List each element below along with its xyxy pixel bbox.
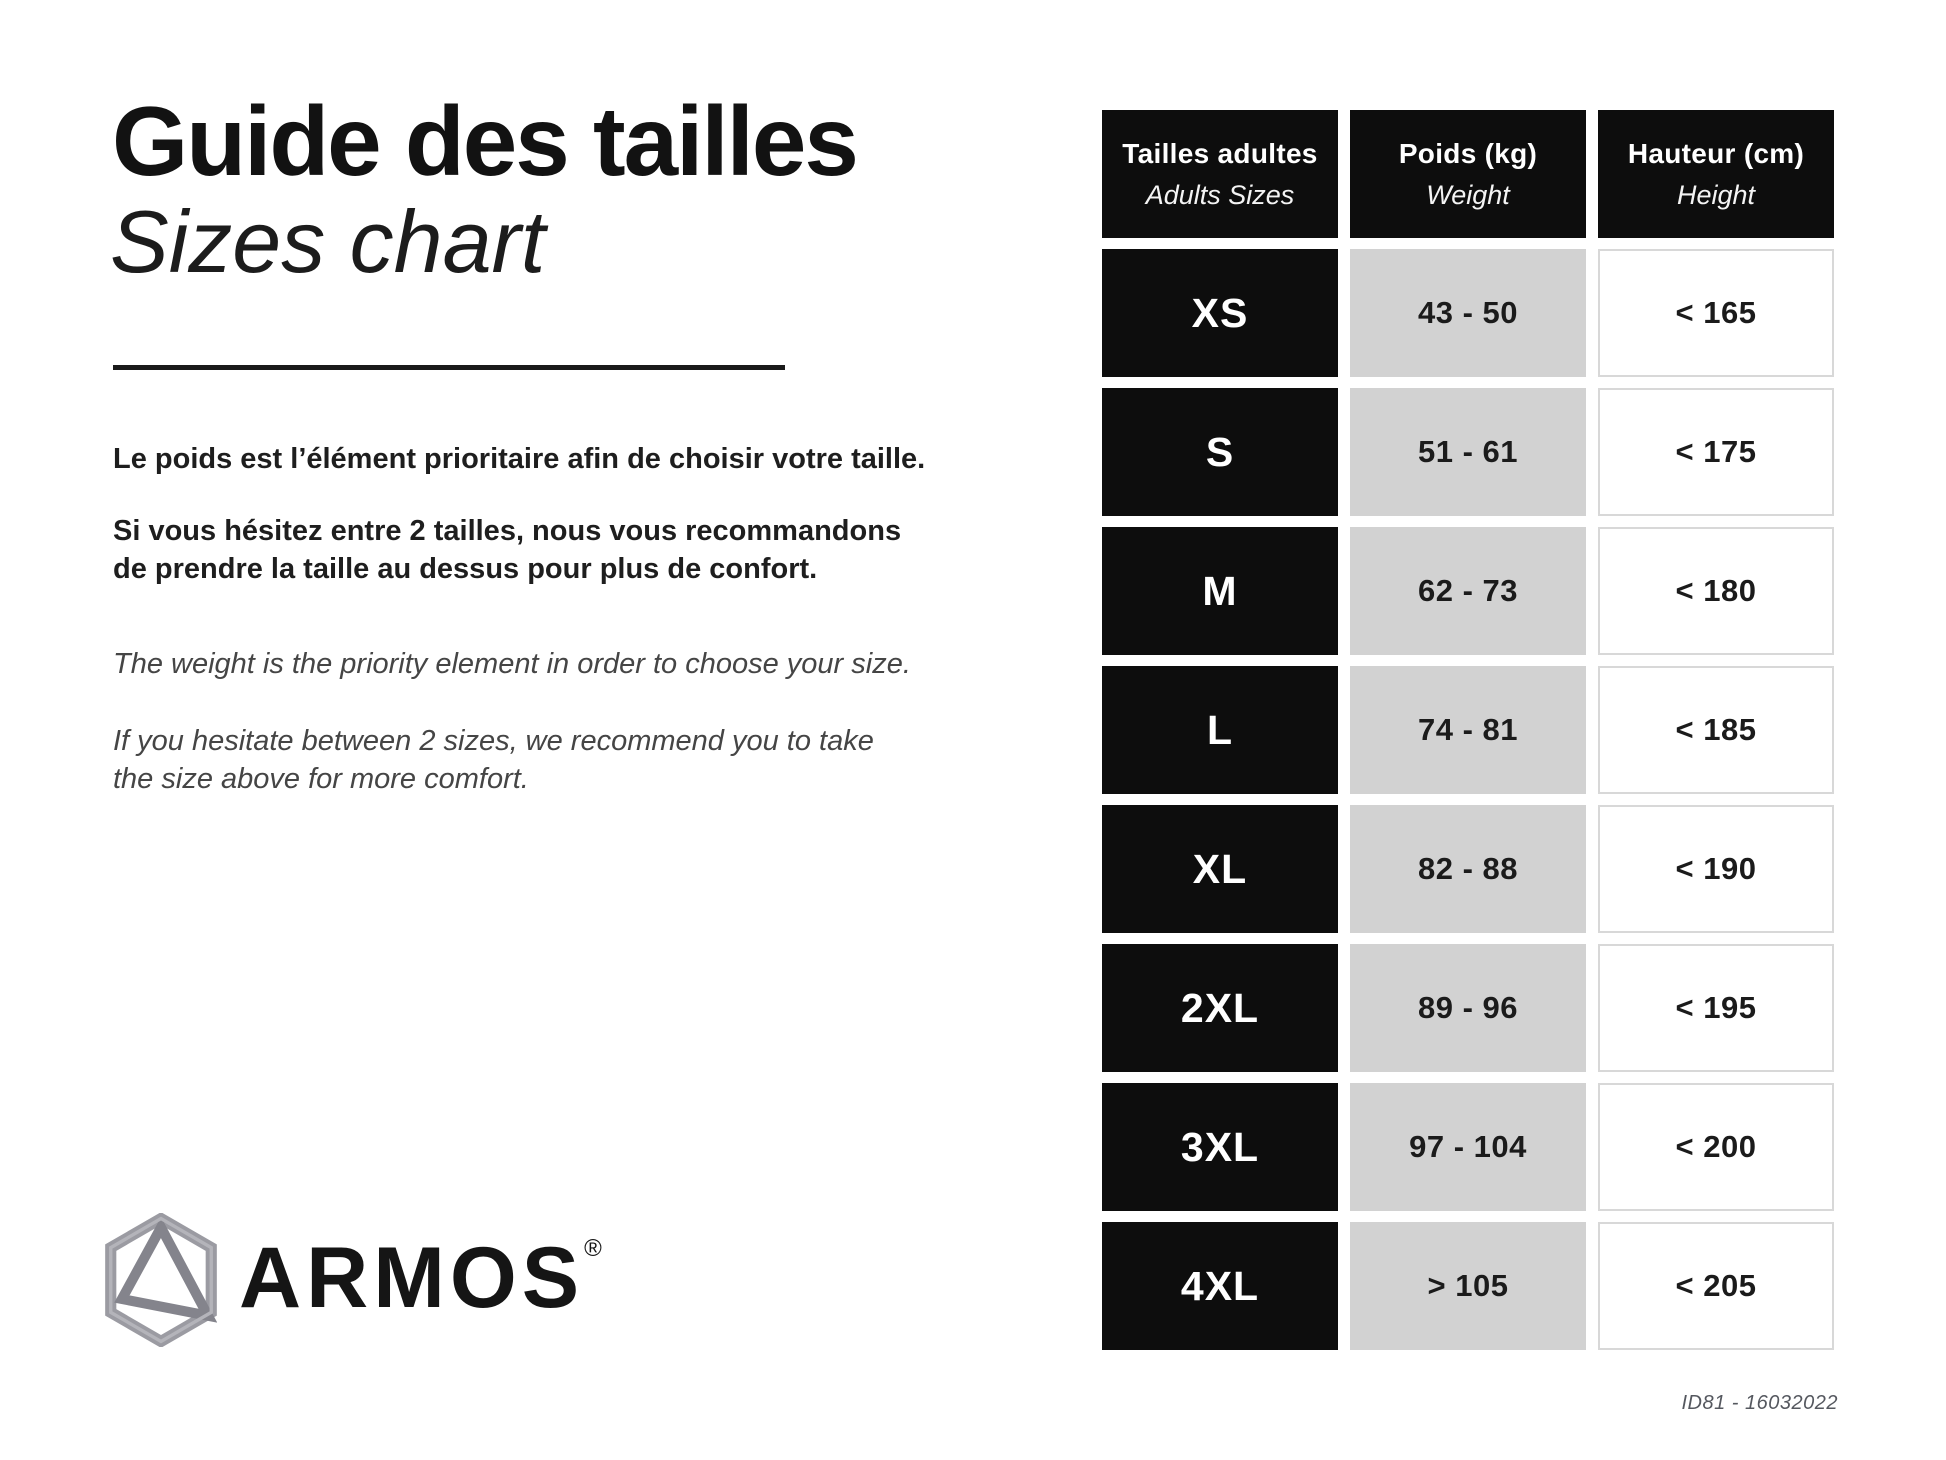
table-header-weight: [1350, 110, 1586, 238]
sizes-table: [1102, 110, 1834, 1350]
paragraph-line: If you hesitate between 2 sizes, we recommend you to take: [113, 725, 874, 757]
size-cell: M: [1102, 527, 1338, 655]
paragraph-english-hesitate: [113, 722, 1073, 798]
weight-cell: [1350, 1222, 1586, 1350]
height-cell: [1598, 1083, 1834, 1211]
weight-value: 43 - 50: [1417, 295, 1518, 330]
table-header-height: [1598, 110, 1834, 238]
height-cell: [1598, 944, 1834, 1072]
size-cell: 3XL: [1102, 1083, 1338, 1211]
weight-cell: [1350, 527, 1586, 655]
size-cell: XS: [1102, 249, 1338, 377]
header-label-en: Adults Sizes: [1145, 179, 1295, 210]
header-label-fr: Hauteur (cm): [1627, 137, 1805, 169]
table-header-sizes: [1102, 110, 1338, 238]
size-cell: 2XL: [1102, 944, 1338, 1072]
weight-cell: [1350, 944, 1586, 1072]
size-cell: S: [1102, 388, 1338, 516]
height-value: < 195: [1675, 990, 1757, 1025]
height-value: < 205: [1675, 1268, 1757, 1303]
weight-value: 51 - 61: [1417, 434, 1518, 469]
weight-cell: [1350, 666, 1586, 794]
height-value: < 200: [1675, 1129, 1757, 1164]
height-value: < 190: [1675, 851, 1757, 886]
paragraph-line: de prendre la taille au dessus pour plus de confort.: [113, 553, 818, 585]
paragraph-line: the size above for more comfort.: [113, 763, 529, 795]
height-cell: [1598, 527, 1834, 655]
paragraph-french-weight-priority: Le poids est l’élément prioritaire afin de choisir votre taille.: [113, 443, 926, 475]
weight-value: 62 - 73: [1417, 573, 1518, 608]
page-title-french: Guide des tailles: [112, 86, 857, 196]
weight-value: 89 - 96: [1417, 990, 1518, 1025]
height-value: < 175: [1675, 434, 1757, 469]
size-cell: L: [1102, 666, 1338, 794]
paragraph-english-weight-priority: The weight is the priority element in order to choose your size.: [113, 648, 911, 680]
header-label-fr: Poids (kg): [1398, 137, 1538, 169]
weight-cell: [1350, 388, 1586, 516]
brand-logo: [105, 1213, 602, 1347]
height-cell: [1598, 1222, 1834, 1350]
height-cell: [1598, 805, 1834, 933]
weight-cell: [1350, 249, 1586, 377]
header-label-en: Weight: [1426, 179, 1510, 210]
title-divider-line: [113, 365, 785, 370]
header-label-en: Height: [1676, 179, 1756, 210]
size-cell: 4XL: [1102, 1222, 1338, 1350]
registered-trademark-symbol: ®: [584, 1235, 602, 1262]
height-cell: [1598, 666, 1834, 794]
armos-hexagon-icon: [105, 1213, 217, 1347]
weight-cell: [1350, 805, 1586, 933]
weight-value: 74 - 81: [1417, 712, 1518, 747]
height-cell: [1598, 249, 1834, 377]
brand-name: ARMOS: [239, 1230, 585, 1326]
document-reference: ID81 - 16032022: [1681, 1392, 1838, 1414]
paragraph-line: Si vous hésitez entre 2 tailles, nous vous recommandons: [113, 515, 902, 547]
brand-wordmark: [239, 1230, 602, 1326]
size-cell: XL: [1102, 805, 1338, 933]
height-value: < 185: [1675, 712, 1757, 747]
page-title-english: Sizes chart: [110, 192, 546, 291]
weight-cell: [1350, 1083, 1586, 1211]
header-label-fr: Tailles adultes: [1122, 137, 1318, 169]
height-cell: [1598, 388, 1834, 516]
weight-value: 97 - 104: [1409, 1129, 1527, 1164]
weight-value: 82 - 88: [1417, 851, 1518, 886]
height-value: < 180: [1675, 573, 1757, 608]
paragraph-french-hesitate: [113, 512, 1073, 588]
height-value: < 165: [1675, 295, 1757, 330]
weight-value: > 105: [1427, 1268, 1509, 1303]
